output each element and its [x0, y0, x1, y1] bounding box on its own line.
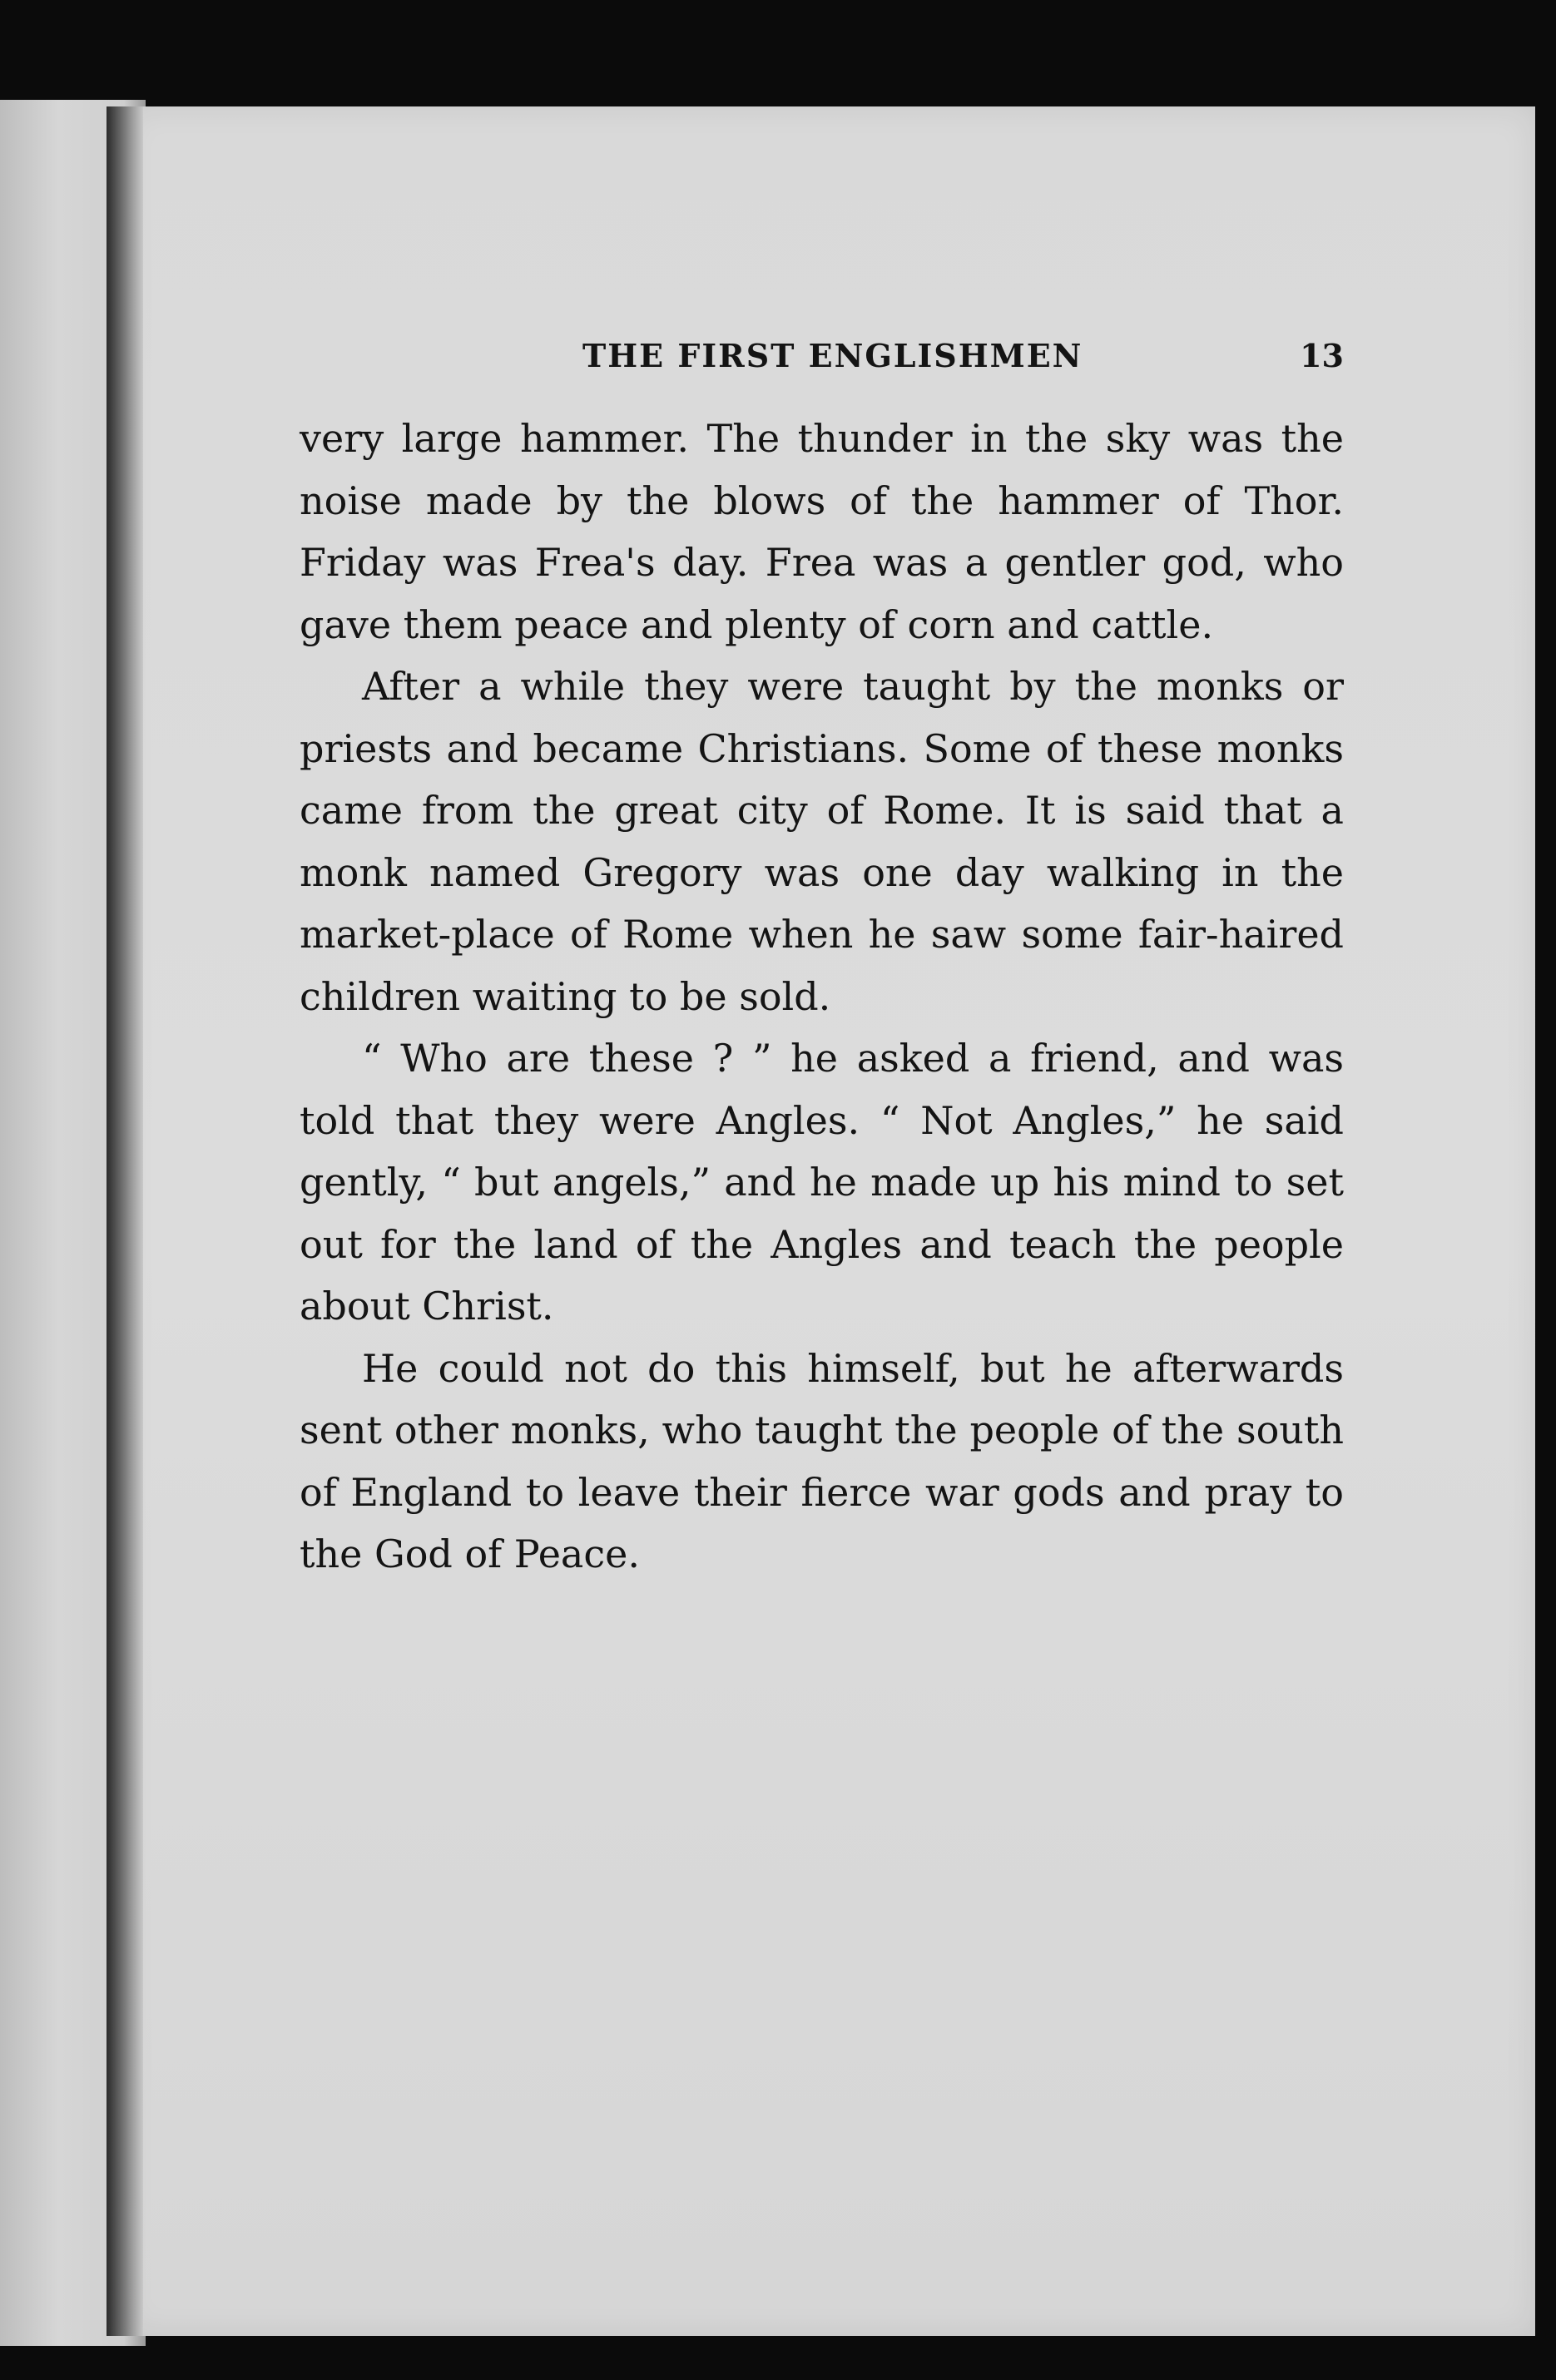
- running-title: THE FIRST ENGLISHMEN: [582, 337, 1083, 374]
- paragraph: He could not do this himself, but he afterwards sent other monks, who taught the people of the south of England to leave their fierce war gods and pray to the God of Peace.: [300, 1345, 1344, 1576]
- paragraph: “ Who are these ? ” he asked a friend, and was told that they were Angles. “ Not Angles,” he said gently, “ but angels,” and he made up his mind to set out for the land of the Angles and teach the people about Christ.: [300, 1036, 1344, 1329]
- page-number: 13: [1300, 337, 1344, 374]
- book-gutter: [107, 106, 143, 2336]
- running-head: [300, 337, 1344, 387]
- body-text: [300, 408, 1344, 1586]
- paragraph: After a while they were taught by the monks or priests and became Christians. Some of these monks came from the great city of Rome. It is said that a monk named Gregory was one day walking in the market-place of Rome when he saw some fair-haired children waiting to be sold.: [300, 664, 1344, 1019]
- paragraph: very large hammer. The thunder in the sky was the noise made by the blows of the hammer of Thor. Friday was Frea's day. Frea was a gentler god, who gave them peace and plenty of corn and cattle.: [300, 416, 1344, 647]
